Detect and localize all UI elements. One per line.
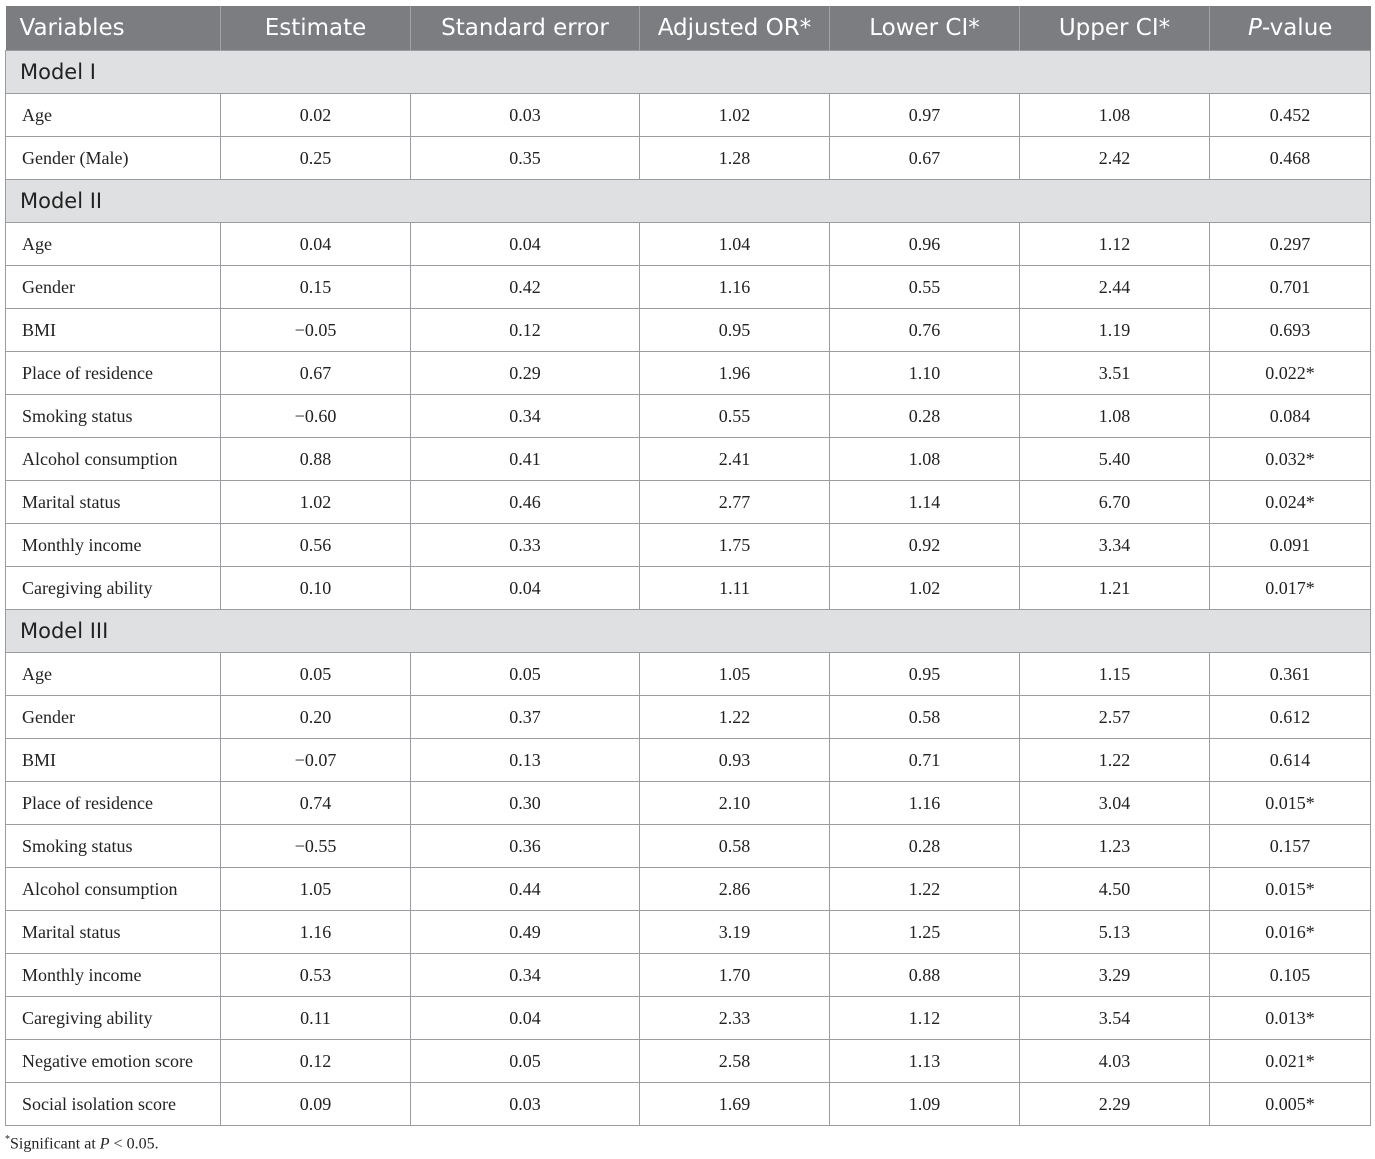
cell-lower-ci: 0.28 bbox=[830, 825, 1020, 868]
section-title: Model I bbox=[6, 51, 1371, 94]
cell-adjusted-or: 1.69 bbox=[640, 1083, 830, 1126]
cell-estimate: 0.15 bbox=[221, 266, 411, 309]
cell-estimate: 1.02 bbox=[221, 481, 411, 524]
table-container bbox=[5, 6, 1370, 1126]
cell-lower-ci: 1.10 bbox=[830, 352, 1020, 395]
cell-upper-ci: 3.34 bbox=[1020, 524, 1210, 567]
cell-standard-error: 0.44 bbox=[411, 868, 640, 911]
cell-p-value: 0.361 bbox=[1210, 653, 1371, 696]
table-row bbox=[6, 1083, 1371, 1126]
cell-variable: Gender bbox=[6, 266, 221, 309]
cell-standard-error: 0.05 bbox=[411, 653, 640, 696]
table-row bbox=[6, 782, 1371, 825]
cell-variable: Caregiving ability bbox=[6, 997, 221, 1040]
cell-estimate: 0.88 bbox=[221, 438, 411, 481]
cell-lower-ci: 1.13 bbox=[830, 1040, 1020, 1083]
cell-adjusted-or: 2.58 bbox=[640, 1040, 830, 1083]
cell-estimate: 1.05 bbox=[221, 868, 411, 911]
cell-variable: Age bbox=[6, 94, 221, 137]
table-row bbox=[6, 395, 1371, 438]
cell-adjusted-or: 1.70 bbox=[640, 954, 830, 997]
cell-estimate: 0.25 bbox=[221, 137, 411, 180]
table-row bbox=[6, 438, 1371, 481]
header-lower-ci: Lower CI* bbox=[830, 6, 1020, 51]
cell-p-value: 0.013* bbox=[1210, 997, 1371, 1040]
footnote-text: Significant at bbox=[10, 1135, 100, 1153]
cell-upper-ci: 3.54 bbox=[1020, 997, 1210, 1040]
cell-standard-error: 0.34 bbox=[411, 395, 640, 438]
cell-upper-ci: 1.19 bbox=[1020, 309, 1210, 352]
cell-standard-error: 0.03 bbox=[411, 94, 640, 137]
table-row bbox=[6, 911, 1371, 954]
cell-adjusted-or: 1.28 bbox=[640, 137, 830, 180]
table-row bbox=[6, 868, 1371, 911]
table-row bbox=[6, 739, 1371, 782]
cell-estimate: −0.05 bbox=[221, 309, 411, 352]
header-adjusted-or: Adjusted OR* bbox=[640, 6, 830, 51]
cell-p-value: 0.157 bbox=[1210, 825, 1371, 868]
footnote-rest: < 0.05. bbox=[109, 1135, 159, 1153]
cell-lower-ci: 1.12 bbox=[830, 997, 1020, 1040]
cell-p-value: 0.021* bbox=[1210, 1040, 1371, 1083]
cell-upper-ci: 1.15 bbox=[1020, 653, 1210, 696]
table-row bbox=[6, 352, 1371, 395]
cell-adjusted-or: 1.05 bbox=[640, 653, 830, 696]
table-row bbox=[6, 1040, 1371, 1083]
cell-variable: Monthly income bbox=[6, 954, 221, 997]
cell-standard-error: 0.33 bbox=[411, 524, 640, 567]
cell-variable: Alcohol consumption bbox=[6, 438, 221, 481]
cell-p-value: 0.032* bbox=[1210, 438, 1371, 481]
cell-adjusted-or: 2.10 bbox=[640, 782, 830, 825]
cell-estimate: −0.55 bbox=[221, 825, 411, 868]
cell-lower-ci: 0.96 bbox=[830, 223, 1020, 266]
cell-lower-ci: 1.02 bbox=[830, 567, 1020, 610]
cell-standard-error: 0.04 bbox=[411, 997, 640, 1040]
header-p-rest: -value bbox=[1261, 15, 1333, 41]
section-title: Model II bbox=[6, 180, 1371, 223]
cell-p-value: 0.612 bbox=[1210, 696, 1371, 739]
cell-estimate: −0.60 bbox=[221, 395, 411, 438]
cell-upper-ci: 3.29 bbox=[1020, 954, 1210, 997]
cell-estimate: 1.16 bbox=[221, 911, 411, 954]
cell-p-value: 0.084 bbox=[1210, 395, 1371, 438]
cell-lower-ci: 0.55 bbox=[830, 266, 1020, 309]
table-row bbox=[6, 653, 1371, 696]
cell-adjusted-or: 2.77 bbox=[640, 481, 830, 524]
cell-lower-ci: 1.25 bbox=[830, 911, 1020, 954]
cell-p-value: 0.015* bbox=[1210, 868, 1371, 911]
header-standard-error: Standard error bbox=[411, 6, 640, 51]
cell-upper-ci: 1.22 bbox=[1020, 739, 1210, 782]
cell-upper-ci: 1.21 bbox=[1020, 567, 1210, 610]
cell-adjusted-or: 0.58 bbox=[640, 825, 830, 868]
cell-adjusted-or: 2.86 bbox=[640, 868, 830, 911]
cell-upper-ci: 1.23 bbox=[1020, 825, 1210, 868]
table-row bbox=[6, 954, 1371, 997]
section-row bbox=[6, 180, 1371, 223]
table-row bbox=[6, 223, 1371, 266]
table-row bbox=[6, 266, 1371, 309]
cell-standard-error: 0.46 bbox=[411, 481, 640, 524]
cell-estimate: −0.07 bbox=[221, 739, 411, 782]
cell-estimate: 0.74 bbox=[221, 782, 411, 825]
cell-p-value: 0.017* bbox=[1210, 567, 1371, 610]
cell-variable: Monthly income bbox=[6, 524, 221, 567]
cell-standard-error: 0.35 bbox=[411, 137, 640, 180]
table-row bbox=[6, 481, 1371, 524]
cell-adjusted-or: 1.11 bbox=[640, 567, 830, 610]
header-variables: Variables bbox=[6, 6, 221, 51]
table-row bbox=[6, 696, 1371, 739]
cell-estimate: 0.53 bbox=[221, 954, 411, 997]
header-p-italic: P bbox=[1248, 15, 1262, 41]
cell-estimate: 0.09 bbox=[221, 1083, 411, 1126]
cell-lower-ci: 0.97 bbox=[830, 94, 1020, 137]
cell-lower-ci: 0.58 bbox=[830, 696, 1020, 739]
cell-p-value: 0.091 bbox=[1210, 524, 1371, 567]
cell-upper-ci: 2.29 bbox=[1020, 1083, 1210, 1126]
cell-adjusted-or: 0.55 bbox=[640, 395, 830, 438]
cell-standard-error: 0.42 bbox=[411, 266, 640, 309]
header-upper-ci: Upper CI* bbox=[1020, 6, 1210, 51]
cell-adjusted-or: 1.22 bbox=[640, 696, 830, 739]
footnote-mark: * bbox=[5, 1134, 10, 1145]
cell-variable: Marital status bbox=[6, 911, 221, 954]
cell-upper-ci: 1.08 bbox=[1020, 94, 1210, 137]
cell-lower-ci: 1.08 bbox=[830, 438, 1020, 481]
cell-upper-ci: 5.13 bbox=[1020, 911, 1210, 954]
cell-adjusted-or: 1.04 bbox=[640, 223, 830, 266]
cell-p-value: 0.297 bbox=[1210, 223, 1371, 266]
cell-standard-error: 0.13 bbox=[411, 739, 640, 782]
cell-adjusted-or: 0.95 bbox=[640, 309, 830, 352]
cell-upper-ci: 2.57 bbox=[1020, 696, 1210, 739]
cell-standard-error: 0.12 bbox=[411, 309, 640, 352]
section-row bbox=[6, 610, 1371, 653]
cell-variable: Place of residence bbox=[6, 782, 221, 825]
cell-variable: Smoking status bbox=[6, 395, 221, 438]
cell-estimate: 0.04 bbox=[221, 223, 411, 266]
table-row bbox=[6, 997, 1371, 1040]
cell-variable: Alcohol consumption bbox=[6, 868, 221, 911]
cell-standard-error: 0.05 bbox=[411, 1040, 640, 1083]
header-estimate: Estimate bbox=[221, 6, 411, 51]
cell-p-value: 0.105 bbox=[1210, 954, 1371, 997]
cell-standard-error: 0.41 bbox=[411, 438, 640, 481]
cell-standard-error: 0.04 bbox=[411, 567, 640, 610]
cell-p-value: 0.701 bbox=[1210, 266, 1371, 309]
cell-estimate: 0.67 bbox=[221, 352, 411, 395]
cell-upper-ci: 4.50 bbox=[1020, 868, 1210, 911]
cell-variable: Gender (Male) bbox=[6, 137, 221, 180]
cell-p-value: 0.005* bbox=[1210, 1083, 1371, 1126]
table-row bbox=[6, 567, 1371, 610]
cell-adjusted-or: 1.02 bbox=[640, 94, 830, 137]
cell-lower-ci: 0.67 bbox=[830, 137, 1020, 180]
cell-estimate: 0.11 bbox=[221, 997, 411, 1040]
table-row bbox=[6, 825, 1371, 868]
table-row bbox=[6, 137, 1371, 180]
cell-upper-ci: 5.40 bbox=[1020, 438, 1210, 481]
cell-estimate: 0.10 bbox=[221, 567, 411, 610]
cell-adjusted-or: 2.33 bbox=[640, 997, 830, 1040]
cell-standard-error: 0.34 bbox=[411, 954, 640, 997]
cell-standard-error: 0.37 bbox=[411, 696, 640, 739]
cell-upper-ci: 2.42 bbox=[1020, 137, 1210, 180]
cell-lower-ci: 0.71 bbox=[830, 739, 1020, 782]
cell-adjusted-or: 3.19 bbox=[640, 911, 830, 954]
cell-variable: Social isolation score bbox=[6, 1083, 221, 1126]
section-row bbox=[6, 51, 1371, 94]
cell-p-value: 0.024* bbox=[1210, 481, 1371, 524]
cell-standard-error: 0.29 bbox=[411, 352, 640, 395]
cell-upper-ci: 3.04 bbox=[1020, 782, 1210, 825]
cell-variable: BMI bbox=[6, 739, 221, 782]
cell-standard-error: 0.04 bbox=[411, 223, 640, 266]
cell-variable: Age bbox=[6, 223, 221, 266]
cell-adjusted-or: 2.41 bbox=[640, 438, 830, 481]
cell-p-value: 0.016* bbox=[1210, 911, 1371, 954]
cell-lower-ci: 1.14 bbox=[830, 481, 1020, 524]
cell-upper-ci: 1.12 bbox=[1020, 223, 1210, 266]
cell-estimate: 0.05 bbox=[221, 653, 411, 696]
header-row bbox=[6, 6, 1371, 51]
cell-estimate: 0.02 bbox=[221, 94, 411, 137]
cell-estimate: 0.20 bbox=[221, 696, 411, 739]
cell-upper-ci: 2.44 bbox=[1020, 266, 1210, 309]
cell-upper-ci: 3.51 bbox=[1020, 352, 1210, 395]
cell-lower-ci: 0.28 bbox=[830, 395, 1020, 438]
cell-lower-ci: 0.76 bbox=[830, 309, 1020, 352]
cell-adjusted-or: 1.75 bbox=[640, 524, 830, 567]
cell-lower-ci: 1.09 bbox=[830, 1083, 1020, 1126]
cell-variable: BMI bbox=[6, 309, 221, 352]
section-title: Model III bbox=[6, 610, 1371, 653]
footnote-p: P bbox=[99, 1135, 110, 1153]
cell-adjusted-or: 1.16 bbox=[640, 266, 830, 309]
cell-lower-ci: 1.16 bbox=[830, 782, 1020, 825]
cell-lower-ci: 1.22 bbox=[830, 868, 1020, 911]
cell-lower-ci: 0.88 bbox=[830, 954, 1020, 997]
cell-variable: Age bbox=[6, 653, 221, 696]
cell-p-value: 0.022* bbox=[1210, 352, 1371, 395]
cell-variable: Gender bbox=[6, 696, 221, 739]
cell-p-value: 0.693 bbox=[1210, 309, 1371, 352]
cell-adjusted-or: 0.93 bbox=[640, 739, 830, 782]
table-header bbox=[6, 6, 1371, 51]
cell-variable: Marital status bbox=[6, 481, 221, 524]
cell-upper-ci: 6.70 bbox=[1020, 481, 1210, 524]
cell-lower-ci: 0.92 bbox=[830, 524, 1020, 567]
table-row bbox=[6, 524, 1371, 567]
cell-p-value: 0.015* bbox=[1210, 782, 1371, 825]
cell-upper-ci: 1.08 bbox=[1020, 395, 1210, 438]
cell-variable: Place of residence bbox=[6, 352, 221, 395]
cell-adjusted-or: 1.96 bbox=[640, 352, 830, 395]
cell-lower-ci: 0.95 bbox=[830, 653, 1020, 696]
cell-standard-error: 0.36 bbox=[411, 825, 640, 868]
table-row bbox=[6, 309, 1371, 352]
cell-variable: Smoking status bbox=[6, 825, 221, 868]
header-p-value bbox=[1210, 6, 1371, 51]
cell-p-value: 0.468 bbox=[1210, 137, 1371, 180]
cell-estimate: 0.12 bbox=[221, 1040, 411, 1083]
table-row bbox=[6, 94, 1371, 137]
table-footnote bbox=[5, 1134, 159, 1153]
cell-variable: Negative emotion score bbox=[6, 1040, 221, 1083]
cell-standard-error: 0.49 bbox=[411, 911, 640, 954]
results-table bbox=[5, 6, 1371, 1126]
cell-p-value: 0.452 bbox=[1210, 94, 1371, 137]
cell-standard-error: 0.30 bbox=[411, 782, 640, 825]
cell-estimate: 0.56 bbox=[221, 524, 411, 567]
cell-standard-error: 0.03 bbox=[411, 1083, 640, 1126]
table-body bbox=[6, 51, 1371, 1126]
cell-variable: Caregiving ability bbox=[6, 567, 221, 610]
cell-p-value: 0.614 bbox=[1210, 739, 1371, 782]
cell-upper-ci: 4.03 bbox=[1020, 1040, 1210, 1083]
